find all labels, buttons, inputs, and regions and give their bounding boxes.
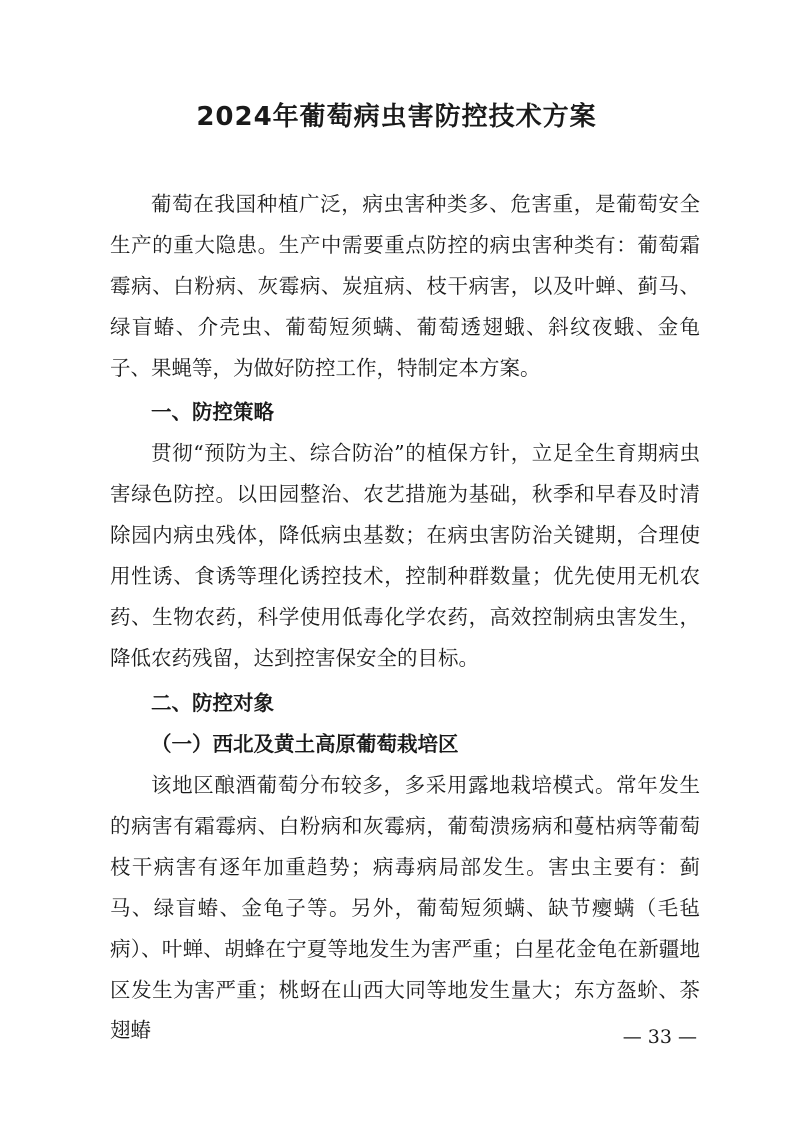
- subsection-heading-northwest: （一）西北及黄土高原葡萄栽培区: [151, 732, 459, 756]
- section-heading-strategy: 一、防控策略: [151, 400, 274, 424]
- intro-paragraph: 葡萄在我国种植广泛，病虫害种类多、危害重，是葡萄安全生产的重大隐患。生产中需要重点防控的病虫害种类有：葡萄霜霉病、白粉病、灰霉病、炭疽病、枝干病害，以及叶蝉、蓟马、绿盲蝽、介壳虫、葡萄短须螨、葡萄透翅蛾、斜纹夜蛾、金龟子、果蝇等，为做好防控工作，特制定本方案。: [110, 192, 700, 380]
- section-heading-targets: 二、防控对象: [151, 691, 274, 715]
- document-title: 2024年葡萄病虫害防控技术方案: [196, 102, 597, 132]
- strategy-paragraph: 贯彻“预防为主、综合防治”的植保方针，立足全生育期病虫害绿色防控。以田园整治、农艺措施为基础，秋季和早春及时清除园内病虫残体，降低病虫基数；在病虫害防治关键期，合理使用性诱、食诱等理化诱控技术，控制种群数量；优先使用无机农药、生物农药，科学使用低毒化学农药，高效控制病虫害发生，降低农药残留，达到控害保安全的目标。: [110, 441, 700, 670]
- page-number: — 33 —: [622, 1026, 697, 1048]
- northwest-paragraph: 该地区酿酒葡萄分布较多，多采用露地栽培模式。常年发生的病害有霜霉病、白粉病和灰霉病，葡萄溃疡病和蔓枯病等葡萄枝干病害有逐年加重趋势；病毒病局部发生。害虫主要有：蓟马、绿盲蝽、金龟子等。另外，葡萄短须螨、缺节瘿螨（毛毡病）、叶蝉、胡蜂在宁夏等地发生为害严重；白星花金龟在新疆地区发生为害严重；桃蚜在山西大同等地发生量大；东方盔蚧、茶翅蝽: [110, 773, 700, 1043]
